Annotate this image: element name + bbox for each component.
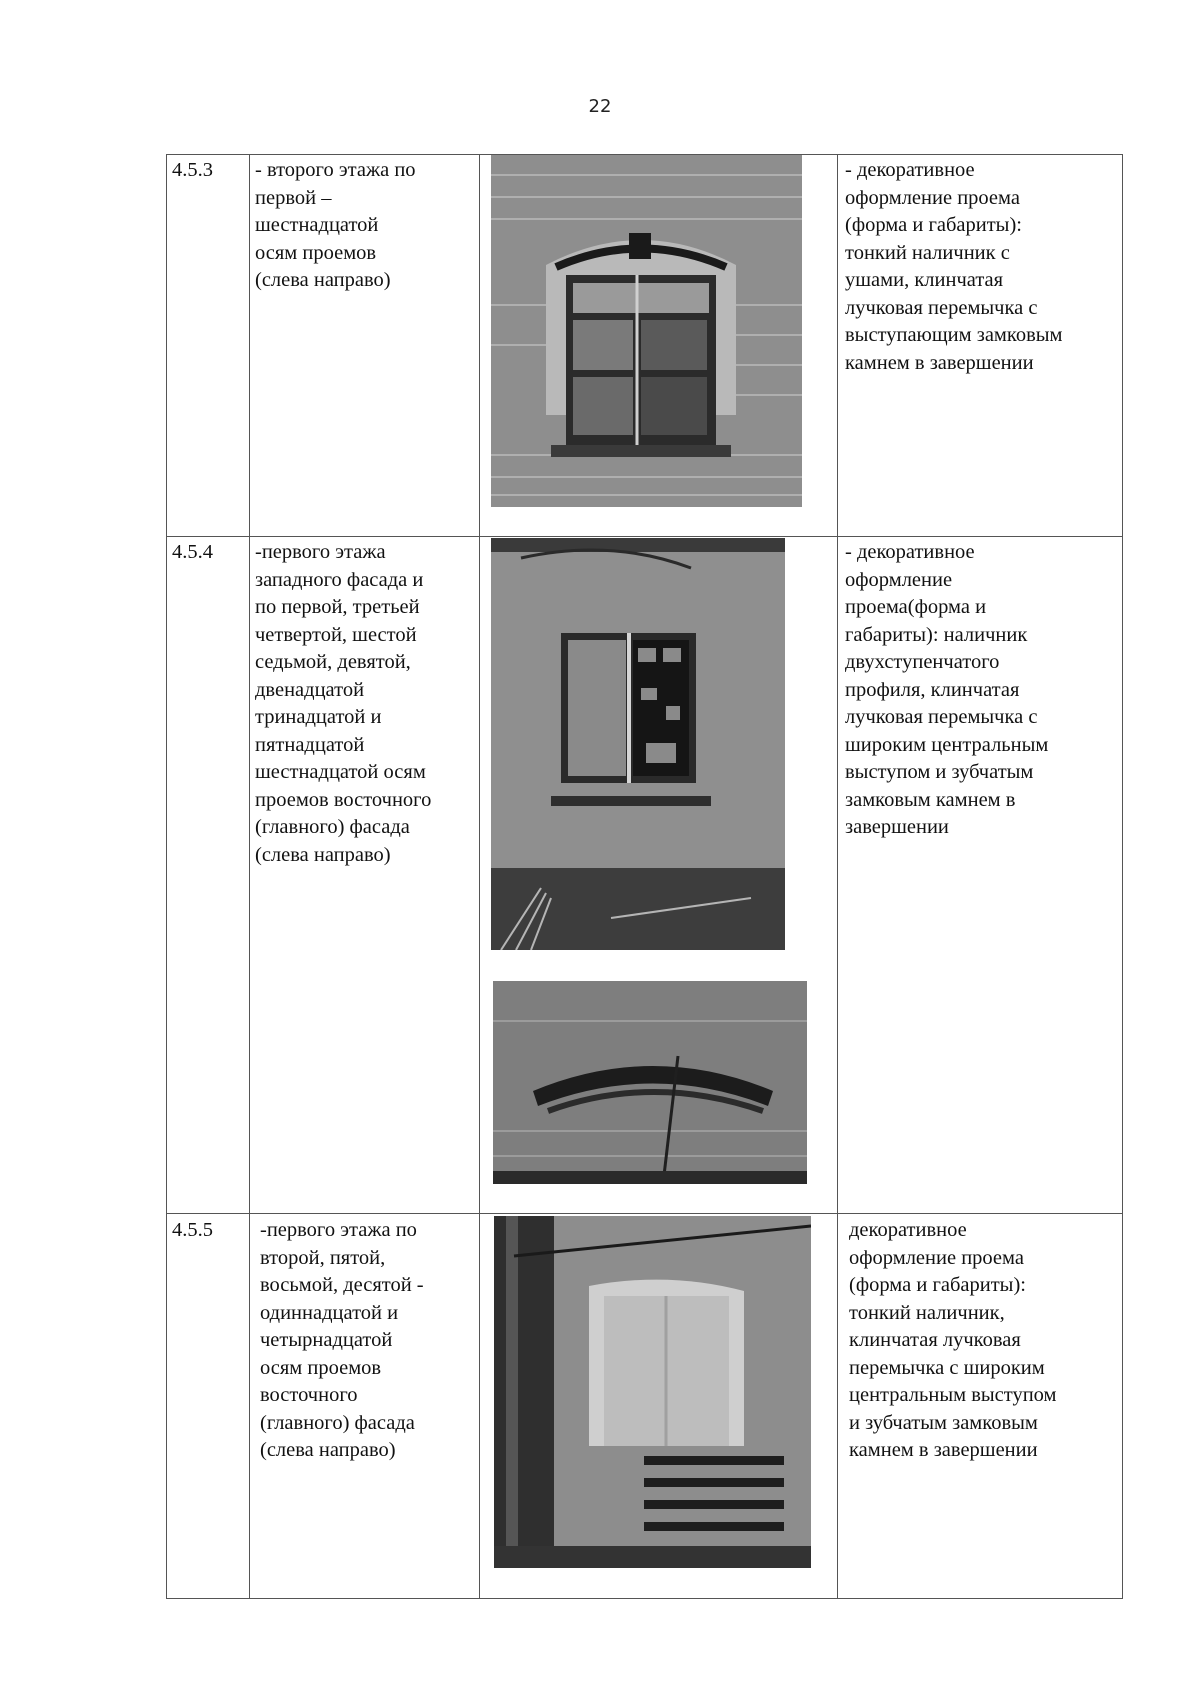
lintel-photo-4-5-4-b <box>493 981 807 1184</box>
window-photo-4-5-5 <box>494 1216 811 1568</box>
window-photo-4-5-4-a <box>491 538 785 950</box>
row-location: -первого этажа по второй, пятой, восьмой, десятой - одиннадцатой и четырнадцатой осям проемов восточного (главного) фасада (слева направо) <box>260 1219 424 1461</box>
table-border-right <box>1122 154 1123 1599</box>
column-divider <box>249 154 250 1599</box>
table-border-left <box>166 154 167 1599</box>
row-description: декоративное оформление проема (форма и габариты): тонкий наличник, клинчатая лучковая перемычка с широким центральным выступом и зубчатым замковым камнем в завершении <box>849 1219 1057 1461</box>
row-divider <box>166 1213 1123 1214</box>
row-divider <box>166 536 1123 537</box>
page-number: 22 <box>588 96 612 117</box>
row-number: 4.5.4 <box>172 541 213 563</box>
row-description: - декоративное оформление проема (форма и габариты): тонкий наличник с ушами, клинчатая лучковая перемычка с выступающим замковым камнем в завершении <box>845 159 1063 374</box>
window-photo-4-5-3 <box>491 155 802 507</box>
column-divider <box>837 154 838 1599</box>
row-location: - второго этажа по первой – шестнадцатой осям проемов (слева направо) <box>255 159 416 291</box>
column-divider <box>479 154 480 1599</box>
row-number: 4.5.5 <box>172 1219 213 1241</box>
row-location: -первого этажа западного фасада и по первой, третьей четвертой, шестой седьмой, девятой, двенадцатой тринадцатой и пятнадцатой шестнадцатой осям проемов восточного (главного) фасада (слева направо) <box>255 541 432 866</box>
row-number: 4.5.3 <box>172 159 213 181</box>
table-border-bottom <box>166 1598 1123 1599</box>
row-description: - декоративное оформление проема(форма и габариты): наличник двухступенчатого профиля, клинчатая лучковая перемычка с широким центральным выступом и зубчатым замковым камнем в завершении <box>845 541 1049 838</box>
